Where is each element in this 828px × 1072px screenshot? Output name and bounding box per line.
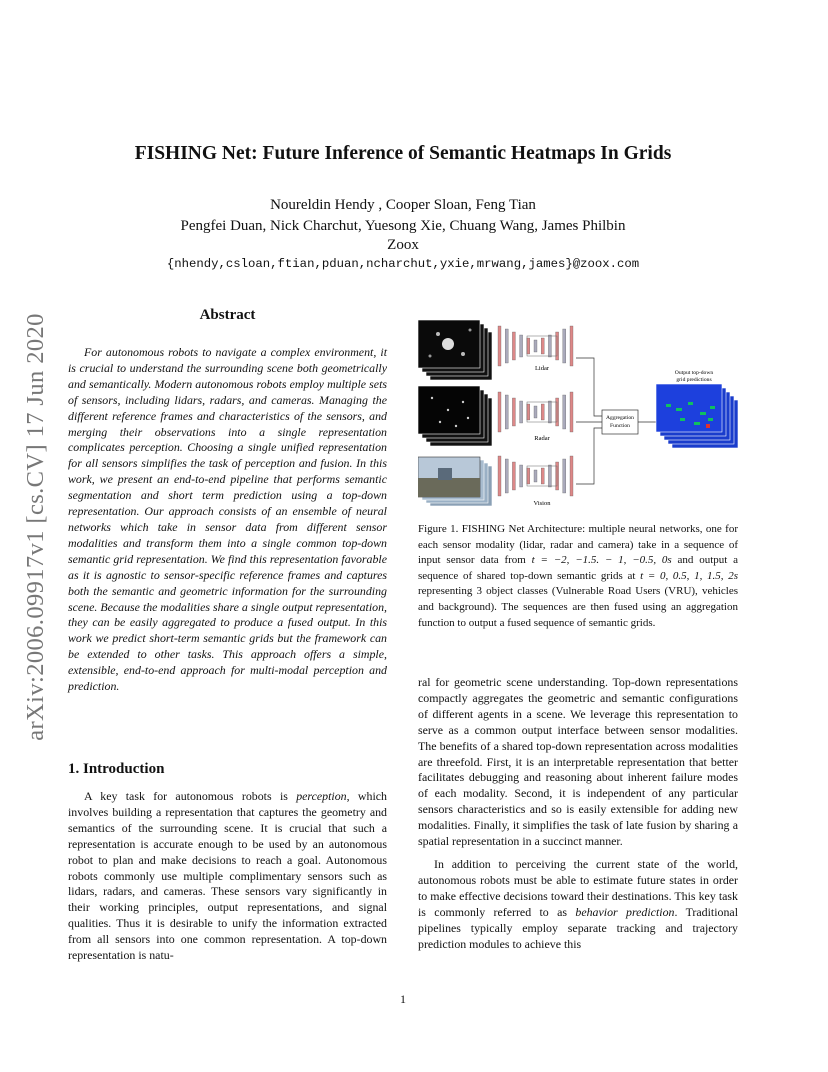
abstract-heading: Abstract	[199, 307, 256, 323]
encoder-layer-bar	[541, 468, 544, 484]
page-number: 1	[400, 992, 406, 1006]
right-paragraph-2: In addition to perceiving the current state of the world, autonomous robots must be able to estimate future states in order to make effective decisions toward their destinations. This key task is commonly referred to as behavior prediction. Traditional pipelines typically employ separate tracking and trajectory prediction modules to achieve this	[418, 856, 738, 951]
label-output-2: grid predictions	[676, 377, 712, 383]
encoder-layer-bar	[520, 465, 523, 487]
label-vision: Vision	[533, 500, 551, 507]
lidar-input-stack	[418, 320, 492, 380]
abstract-text: For autonomous robots to navigate a complex environment, it is crucial to understand the surrounding scene both geometrically and semantically. Modern autonomous robots employ multiple sets of sensors, including lidars, radars, and cameras. Managing the different reference frames and characteristics of the sensors, and merging their observations into a single representation complicates perception. Choosing a single unified representation for all sensors simplifies the task of perception and fusion. In this work, we present an end-to-end pipeline that performs semantic segmentation and short term prediction using a top-down representation. Our approach consists of an ensemble of neural networks which take in sensor data from different sensor modalities and transform them into a single common top-down semantic grid representation. We find this representation favorable as it is agnostic to sensor-specific reference frames and captures both the semantic and geometric information for the surrounding scene. Because the modalities share a single output representation, they can be easily aggregated to produce a fused output. In this work we predict short-term semantic grids but the framework can be extended to other tasks. This approach offers a simple, extensible, end-to-end approach for multi-modal perception and prediction.	[68, 345, 388, 694]
aggregation-function-box	[602, 410, 638, 434]
authors-line-1: Noureldin Hendy , Cooper Sloan, Feng Tian	[270, 197, 536, 213]
figure-caption: Figure 1. FISHING Net Architecture: multiple neural networks, one for each sensor modality (lidar, radar and camera) take in a sequence of input sensor data from t = −2, −1.5. − 1, −0.5, 0s and output a sequence of shared top-down semantic grids at t = 0, 0.5, 1, 1.5, 2s representing 3 object classes (Vulnerable Road Users (VRU), vehicles and background). The sequences are then fused using an aggregation function to output a fused sequence of semantic grids.	[418, 523, 738, 629]
encoder-layer-bar	[520, 335, 523, 357]
label-aggregation-2: Function	[610, 423, 630, 429]
encoder-layer-bar	[498, 456, 501, 496]
output-grid-stack	[656, 384, 738, 448]
label-lidar: Lidar	[534, 365, 550, 372]
right-paragraph-1: ral for geometric scene understanding. Top-down representations compactly aggregates the geometric and semantic configurations of different agents in a scene. We leverage this representation to serve as a common output interface between sensor modalities. The benefits of a shared top-down representation across modalities are threefold. First, it is an interpretable representation that better facilitates debugging and reasoning about inherent failure modes of each modality. Second, it is independent of any particular sensors characteristics and so is easily extensible for adding new modalities. Finally, it simplifies the task of late fusion by sharing a spatial representation in a succinct manner.	[418, 675, 738, 849]
author-emails: {nhendy,csloan,ftian,pduan,ncharchut,yxie,mrwang,james}@zoox.com	[166, 257, 640, 271]
label-aggregation-1: Aggregation	[606, 415, 634, 421]
encoder-layer-bar	[505, 459, 508, 493]
encoder-layer-bar	[534, 406, 537, 418]
encoder-layer-bar	[570, 326, 573, 366]
encoder-layer-bar	[570, 392, 573, 432]
arxiv-stamp: arXiv:2006.09917v1 [cs.CV] 17 Jun 2020	[22, 313, 49, 741]
encoder-layer-bar	[512, 398, 515, 426]
encoder-layer-bar	[548, 401, 551, 423]
encoder-layer-bar	[505, 329, 508, 363]
encoder-layer-bar	[505, 395, 508, 429]
encoder-layer-bar	[498, 326, 501, 366]
encoder-layer-bar	[534, 470, 537, 482]
encoder-layer-bar	[563, 395, 566, 429]
vision-input-stack	[418, 457, 492, 506]
label-radar: Radar	[534, 435, 550, 442]
encoder-layer-bar	[563, 459, 566, 493]
encoder-layer-bar	[548, 335, 551, 357]
paper-title: FISHING Net: Future Inference of Semantic Heatmaps In Grids	[134, 143, 672, 164]
encoder-layer-bar	[563, 329, 566, 363]
encoder-decoder-networks	[498, 326, 573, 496]
encoder-layer-bar	[570, 456, 573, 496]
encoder-layer-bar	[548, 465, 551, 487]
section-heading-introduction: 1. Introduction	[68, 761, 165, 777]
authors-line-2: Pengfei Duan, Nick Charchut, Yuesong Xie, Chuang Wang, James Philbin	[180, 218, 626, 234]
encoder-layer-bar	[512, 332, 515, 360]
radar-input-stack	[418, 386, 492, 446]
encoder-layer-bar	[520, 401, 523, 423]
encoder-layer-bar	[541, 404, 544, 420]
encoder-layer-bar	[498, 392, 501, 432]
encoder-layer-bar	[512, 462, 515, 490]
label-output-1: Output top-down	[674, 370, 714, 376]
right-column-text	[418, 675, 738, 959]
affiliation: Zoox	[387, 237, 419, 253]
figure-architecture	[418, 318, 748, 518]
encoder-layer-bar	[541, 338, 544, 354]
intro-paragraph: A key task for autonomous robots is perception, which involves building a representation that captures the geometry and semantics of the surrounding scene. It is crucial that such a representation is accurate enough to be used by an autonomous robot to plan and make decisions to reach a goal. Autonomous robots commonly use multiple complimentary sensors such as lidars, radars, and cameras. These sensors vary significantly in their working principles, output representations, and signal qualities. Thus it is desirable to unify the information extracted from all sensors into one common representation. A top-down representation is natu-	[68, 789, 387, 963]
encoder-layer-bar	[534, 340, 537, 352]
